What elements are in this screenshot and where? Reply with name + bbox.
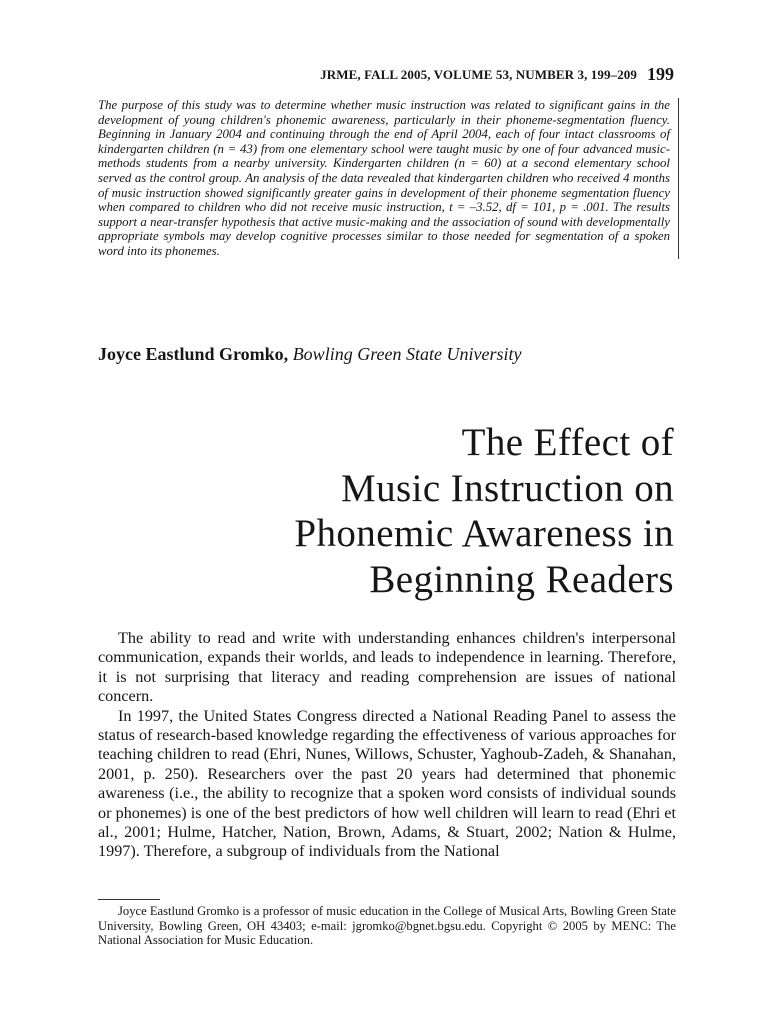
running-head <box>320 64 674 85</box>
title-line: The Effect of <box>461 421 674 464</box>
author-name: Joyce Eastlund Gromko, <box>98 344 289 364</box>
journal-info: JRME, FALL 2005, VOLUME 53, NUMBER 3, 199–209 <box>320 67 637 82</box>
author-affiliation: Bowling Green State University <box>292 344 522 364</box>
article-title <box>74 420 674 602</box>
page-number: 199 <box>647 64 674 84</box>
byline <box>98 344 521 365</box>
footnote-text: Joyce Eastlund Gromko is a professor of music education in the College of Musical Arts, Bowling Green State University, Bowling Green, OH 43403; e-mail: jgromko@bgnet.bgsu.edu. Copyright © 2005 by MENC: The National Association for Music Education. <box>98 904 676 948</box>
title-line: Music Instruction on <box>341 466 674 510</box>
body-paragraph: The ability to read and write with understanding enhances children's interpersonal communication, expands their worlds, and leads to independence in learning. Therefore, it is not surprising that literacy and reading comprehension are issues of national concern. <box>98 629 676 706</box>
title-line: Beginning Readers <box>369 557 674 601</box>
abstract: The purpose of this study was to determine whether music instruction was related to significant gains in the development of young children's phonemic awareness, particularly in their phoneme-segmentation fluency. Beginning in January 2004 and continuing through the end of April 2004, each of four intact classrooms of kindergarten children (n = 43) from one elementary school were taught music by one of four advanced music-methods students from a nearby university. Kindergarten children (n = 60) at a second elementary school served as the control group. An analysis of the data revealed that kindergarten children who received 4 months of music instruction showed significantly greater gains in development of their phoneme segmentation fluency when compared to children who did not receive music instruction, t = –3.52, df = 101, p = .001. The results support a near-transfer hypothesis that active music-making and the association of sound with developmentally appropriate symbols may develop cognitive processes similar to those needed for segmentation of a spoken word into its phonemes. <box>98 98 679 259</box>
body-paragraph: In 1997, the United States Congress directed a National Reading Panel to assess the status of research-based knowledge regarding the effectiveness of various approaches for teaching children to read (Ehri, Nunes, Willows, Schuster, Yaghoub-Zadeh, & Shanahan, 2001, p. 250). Researchers over the past 20 years had determined that phonemic awareness (i.e., the ability to recognize that a spoken word consists of individual sounds or phonemes) is one of the best predictors of how well children will learn to read (Ehri et al., 2001; Hulme, Hatcher, Nation, Brown, Adams, & Stuart, 2002; Nation & Hulme, 1997). Therefore, a subgroup of individuals from the National <box>98 706 676 861</box>
author-footnote <box>98 904 676 948</box>
footnote-divider <box>98 899 160 900</box>
article-body <box>98 629 676 862</box>
title-line: Phonemic Awareness in <box>294 512 674 555</box>
